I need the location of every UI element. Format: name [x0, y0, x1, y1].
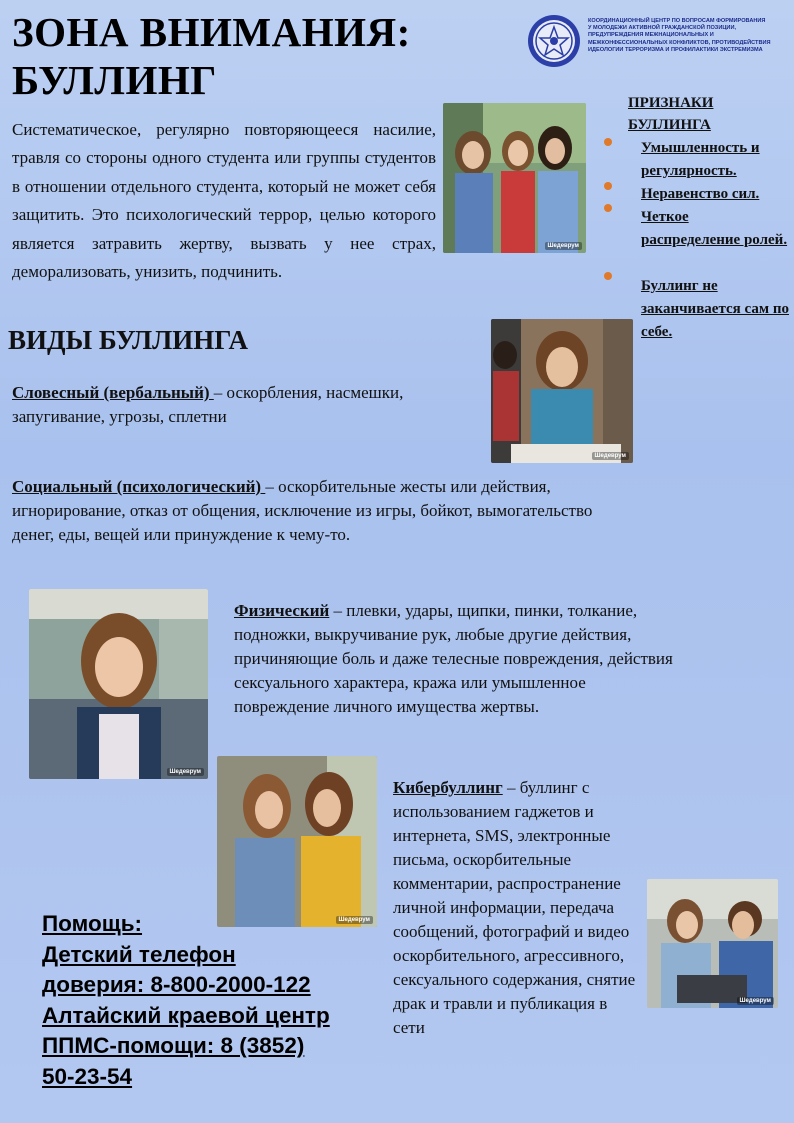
help-line: Детский телефон — [42, 941, 236, 967]
help-hotline: доверия: 8-800-2000-122 — [42, 972, 311, 997]
type-verbal-text: – оскорбления, насмешки, запугивание, угрозы, сплетни — [12, 383, 404, 426]
photo-boy-desk — [491, 319, 633, 463]
photo-girls-group — [443, 103, 586, 253]
title-line-1: ЗОНА ВНИМАНИЯ: — [12, 9, 411, 55]
sign-item: Буллинг не заканчивается сам по себе. — [641, 278, 789, 340]
bullet-icon — [604, 272, 612, 280]
signs-title: ПРИЗНАКИ БУЛЛИНГА — [628, 95, 714, 133]
type-verbal — [12, 381, 490, 429]
type-cyber-term: Кибербуллинг — [393, 778, 503, 797]
photo-two-girls — [217, 756, 377, 927]
type-social-text: – оскорбительные жесты или действия, игнорирование, отказ от общения, исключение из игры, бойкот, вымогательство денег, еды, вещей или принуждение к чему-то. — [12, 477, 593, 544]
watermark: Шедеврум — [545, 242, 582, 250]
organization-name: КООРДИНАЦИОННЫЙ ЦЕНТР ПО ВОПРОСАМ ФОРМИРОВАНИЯ У МОЛОДЕЖИ АКТИВНОЙ ГРАЖДАНСКОЙ ПОЗИЦИИ, ПРЕДУПРЕЖДЕНИЯ МЕЖНАЦИОНАЛЬНЫХ И МЕЖКОНФЕССИОНАЛЬНЫХ КОНФЛИКТОВ, ПРОТИВОДЕЙСТВИЯ ИДЕОЛОГИИ ТЕРРОРИЗМА И ПРОФИЛАКТИКИ ЭКСТРЕМИЗМА — [588, 18, 771, 53]
type-physical-term: Физический — [234, 601, 330, 620]
type-social — [12, 475, 614, 547]
type-verbal-term: Словесный (вербальный) — [12, 383, 214, 402]
help-contacts — [42, 909, 372, 1092]
type-social-term: Социальный (психологический) — [12, 477, 266, 496]
emblem-logo — [527, 14, 581, 68]
type-cyber — [393, 776, 643, 1040]
title-line-2: БУЛЛИНГ — [12, 57, 217, 103]
photo-teens-laptop — [647, 879, 778, 1008]
bullet-icon — [604, 138, 612, 146]
help-heading: Помощь: — [42, 911, 143, 936]
help-phone: 50-23-54 — [42, 1063, 133, 1089]
watermark: Шедеврум — [167, 768, 204, 776]
watermark: Шедеврум — [592, 452, 629, 460]
sign-item: Умышленность и регулярность. — [641, 140, 760, 179]
help-line: Алтайский краевой центр — [42, 1002, 330, 1028]
type-physical-text: – плевки, удары, щипки, пинки, толкание, подножки, выкручивание рук, любые другие действия, причиняющие боль и даже телесные повреждения, действия сексуального характера, кража или умышленное повреждение личного имущества жертвы. — [234, 601, 673, 716]
type-cyber-text: – буллинг с использованием гаджетов и интернета, SMS, электронные письма, оскорбительные комментарии, распространение личной информации, передача сообщений, фотографий и видео оскорбительного, агрессивного, сексуального содержания, снятие драк и травли и публикация в сети — [393, 778, 636, 1037]
sign-item: Неравенство сил. — [641, 186, 760, 202]
help-line: ППМС-помощи: 8 (3852) — [42, 1033, 305, 1058]
bullet-icon — [604, 204, 612, 212]
sign-item: Четкое распределение ролей. — [641, 209, 788, 248]
watermark: Шедеврум — [336, 916, 373, 924]
bullet-icon — [604, 182, 612, 190]
type-physical — [234, 599, 674, 719]
watermark: Шедеврум — [737, 997, 774, 1005]
intro-definition: Систематическое, регулярно повторяющееся насилие, травля со стороны одного студента или группы студентов в отношении отдельного студента, который не может себя защитить. Это психологический террор, целью которого является затравить жертву, вызвать у нее страх, деморализовать, унизить, подчинить. — [12, 120, 436, 282]
types-title: ВИДЫ БУЛЛИНГА — [8, 325, 248, 355]
poster-title — [12, 8, 452, 104]
photo-sad-girl — [29, 589, 208, 779]
